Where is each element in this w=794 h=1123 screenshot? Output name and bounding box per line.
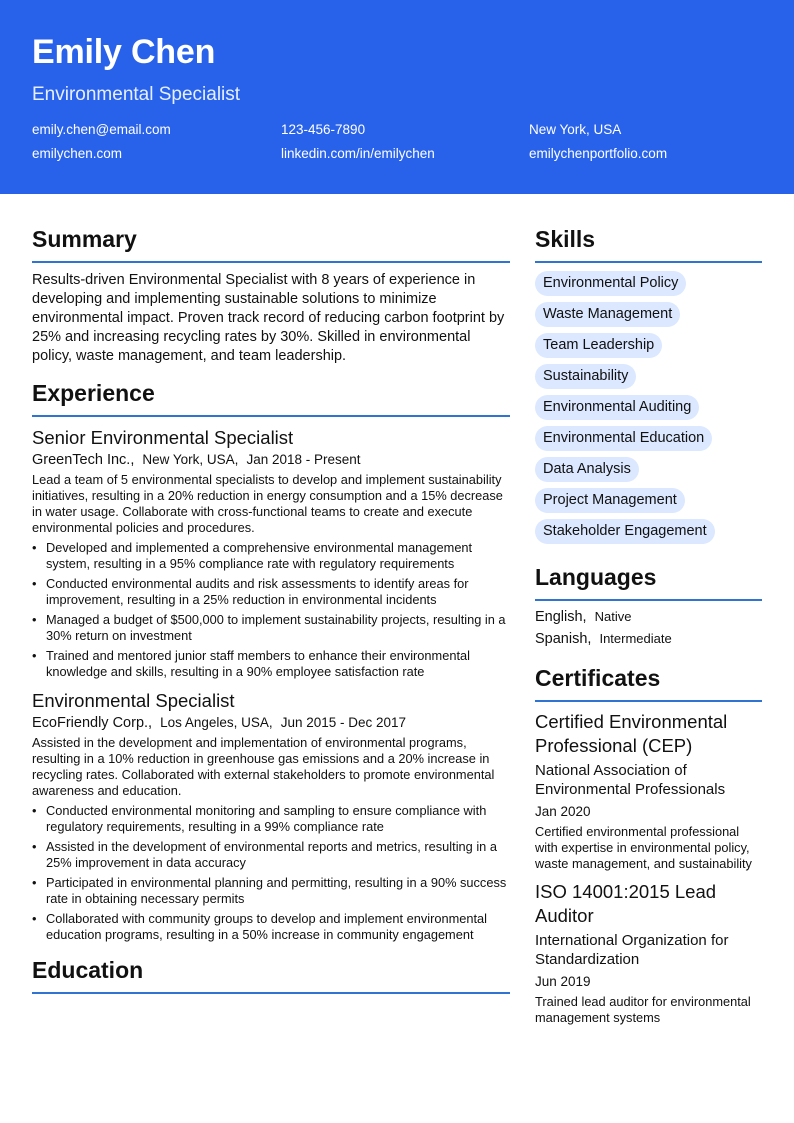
languages-heading: Languages xyxy=(535,564,762,601)
main-column xyxy=(32,226,510,1002)
job-bullet: • Managed a budget of $500,000 to implement sustainability projects, resulting in a 30% return on investment xyxy=(32,612,510,644)
certificate-description: Certified environmental professional with expertise in environmental policy, waste management, and sustainability xyxy=(535,824,752,871)
job-location: New York, USA, xyxy=(142,452,239,467)
job-location: Los Angeles, USA, xyxy=(160,715,273,730)
certificate-entry xyxy=(535,710,762,872)
candidate-title: Environmental Specialist xyxy=(32,84,241,105)
job-bullet: • Trained and mentored junior staff members to enhance their environmental knowledge and skills, resulting in a 90% employee satisfaction rate xyxy=(32,648,510,680)
language-entry xyxy=(535,631,762,647)
summary-heading: Summary xyxy=(32,226,510,263)
summary-text: Results-driven Environmental Specialist with 8 years of experience in developing and implementing sustainable solutions to minimize environmental impact. Proven track record of reducing carbon footprint by 25% and increasing recycling rates by 30%. Skilled in environmental policy, waste management, and team leadership. xyxy=(32,272,505,364)
certificates-heading: Certificates xyxy=(535,665,762,702)
contact-linkedin[interactable]: linkedin.com/in/emilychen xyxy=(281,146,435,161)
certificate-date: Jan 2020 xyxy=(535,804,591,819)
education-heading: Education xyxy=(32,957,510,994)
language-name: Spanish, xyxy=(535,631,592,647)
job-description: Lead a team of 5 environmental specialists to develop and implement sustainability initiatives, resulting in a 20% reduction in energy consumption and a 15% decrease in water usage. Collaborate with cross-functional teams to create and execute environmental policies and procedures. xyxy=(32,472,503,535)
certificate-name: Certified Environmental Professional (CEP) xyxy=(535,711,728,756)
skill-chip: Environmental Auditing xyxy=(535,395,699,420)
contact-website[interactable]: emilychen.com xyxy=(32,146,123,161)
certificate-date: Jun 2019 xyxy=(535,974,591,989)
job-bullet: • Conducted environmental monitoring and sampling to ensure compliance with regulatory requirements, resulting in a 99% compliance rate xyxy=(32,803,510,835)
certificate-description: Trained lead auditor for environmental management systems xyxy=(535,994,751,1025)
experience-heading: Experience xyxy=(32,380,510,417)
job-dates: Jun 2015 - Dec 2017 xyxy=(280,715,407,730)
job-bullets xyxy=(32,803,510,943)
skill-chip: Stakeholder Engagement xyxy=(535,519,715,544)
contact-portfolio[interactable]: emilychenportfolio.com xyxy=(529,146,668,161)
job-bullet: • Assisted in the development of environmental reports and metrics, resulting in a 25% improvement in data accuracy xyxy=(32,839,510,871)
language-name: English, xyxy=(535,609,587,625)
language-entry xyxy=(535,609,762,625)
side-column xyxy=(535,226,762,1034)
job-meta xyxy=(32,715,510,731)
certificate-name: ISO 14001:2015 Lead Auditor xyxy=(535,881,717,926)
language-level: Intermediate xyxy=(599,631,672,646)
job-bullet: • Participated in environmental planning and permitting, resulting in a 90% success rate in obtaining necessary permits xyxy=(32,875,510,907)
job-title: Senior Environmental Specialist xyxy=(32,427,294,448)
job-company: EcoFriendly Corp., xyxy=(32,715,153,731)
certificate-org: International Organization for Standardization xyxy=(535,932,729,968)
job-company: GreenTech Inc., xyxy=(32,452,135,468)
job-entry xyxy=(32,427,510,680)
language-level: Native xyxy=(594,609,632,624)
job-description: Assisted in the development and implementation of environmental programs, resulting in a 10% reduction in greenhouse gas emissions and a 20% increase in recycling rates. Collaborated with external stakeholders to promote environmental awareness and education. xyxy=(32,735,495,798)
skill-chip: Project Management xyxy=(535,488,685,513)
certificate-org: National Association of Environmental Professionals xyxy=(535,762,726,798)
skill-chip: Environmental Education xyxy=(535,426,712,451)
job-bullets xyxy=(32,540,510,680)
skill-chip: Data Analysis xyxy=(535,457,639,482)
candidate-name: Emily Chen xyxy=(32,33,216,71)
skill-chip: Team Leadership xyxy=(535,333,662,358)
job-dates: Jan 2018 - Present xyxy=(246,452,361,467)
contact-location: New York, USA xyxy=(529,122,622,137)
job-entry xyxy=(32,690,510,943)
job-meta xyxy=(32,452,510,468)
job-bullet: • Developed and implemented a comprehensive environmental management system, resulting in a 95% compliance rate with regulatory requirements xyxy=(32,540,510,572)
certificate-entry xyxy=(535,880,762,1026)
resume-header xyxy=(0,0,794,194)
job-bullet: • Collaborated with community groups to develop and implement environmental education programs, resulting in a 50% increase in community engagement xyxy=(32,911,510,943)
skills-heading: Skills xyxy=(535,226,762,263)
skill-chip: Sustainability xyxy=(535,364,636,389)
skill-chip: Environmental Policy xyxy=(535,271,686,296)
skills-list xyxy=(535,271,762,550)
job-title: Environmental Specialist xyxy=(32,690,235,711)
job-bullet: • Conducted environmental audits and risk assessments to identify areas for improvement, resulting in a 25% reduction in environmental incidents xyxy=(32,576,510,608)
contact-phone[interactable]: 123-456-7890 xyxy=(281,122,366,137)
skill-chip: Waste Management xyxy=(535,302,680,327)
contact-email[interactable]: emily.chen@email.com xyxy=(32,122,171,137)
